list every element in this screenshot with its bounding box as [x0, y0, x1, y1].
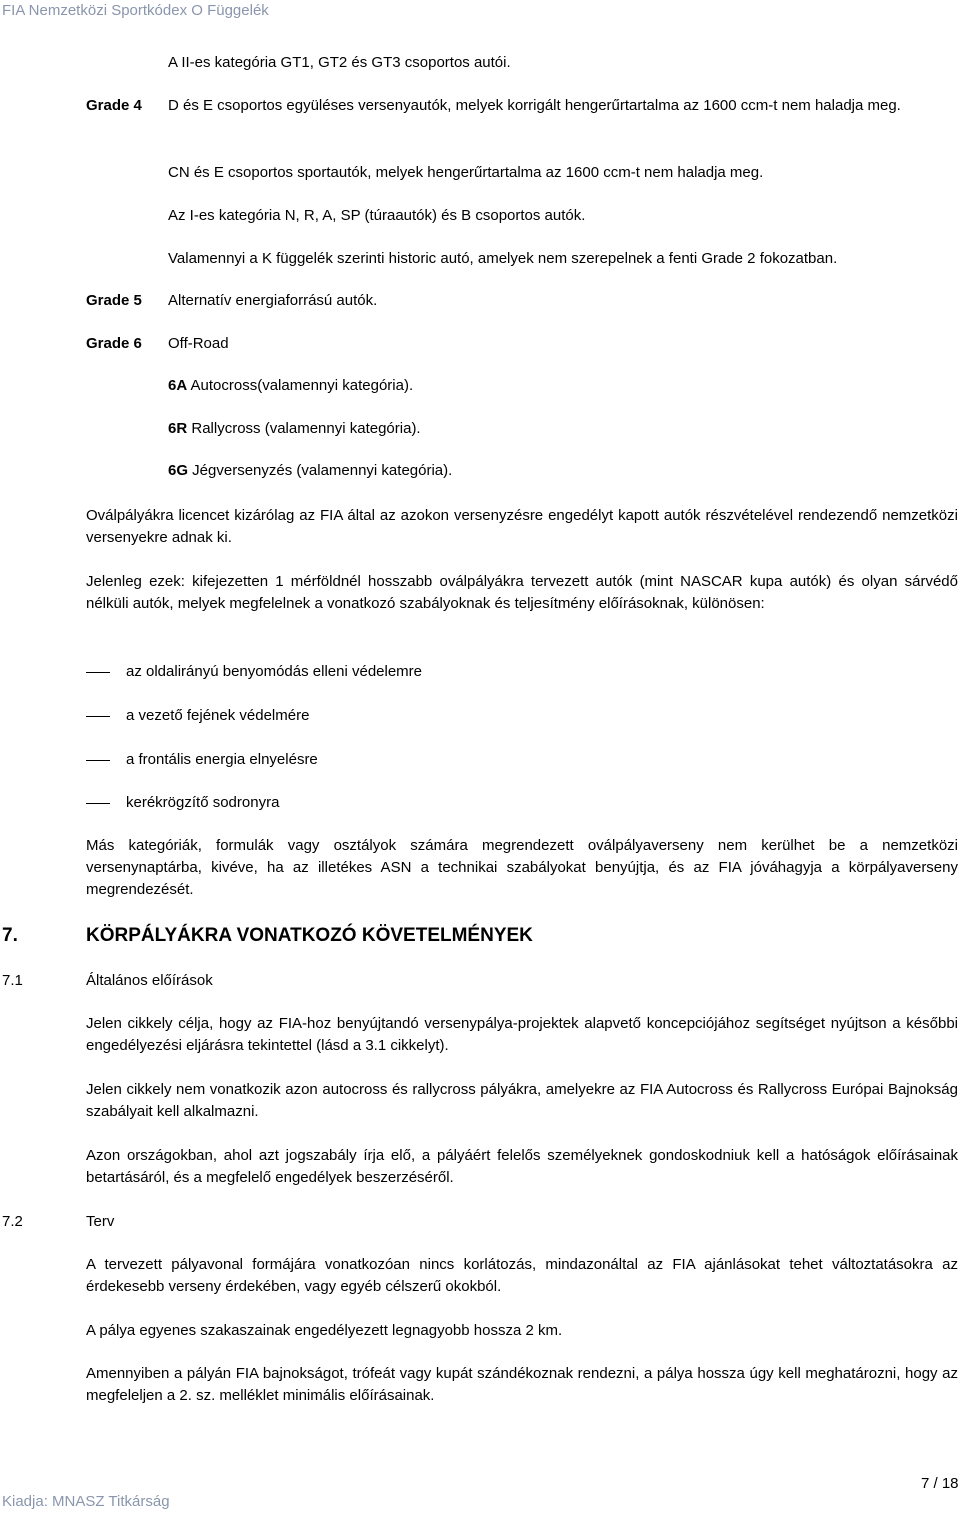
offroad-text: Autocross(valamennyi kategória).	[187, 377, 414, 394]
footer-issuer: Kiadja: MNASZ Titkárság	[2, 1493, 170, 1510]
grade-5-label: Grade 5	[86, 292, 142, 309]
s71-paragraph-3: Azon országokban, ahol azt jogszabály írja elő, a pályáért felelős személyeknek gondoskodniuk kell a hatóságok előírásainak betartásáról, és a megfelelő engedélyek beszerzéséről.	[86, 1147, 958, 1186]
bullet-dash	[86, 760, 110, 761]
grade-4-label: Grade 4	[86, 97, 142, 114]
grade-5-line: Alternatív energiaforrású autók.	[168, 292, 378, 309]
section-number: 7.	[2, 925, 18, 946]
s71-paragraph-1: Jelen cikkely célja, hogy az FIA-hoz benyújtandó versenypálya-projektek alapvető koncepciójához segítséget nyújtson a későbbi engedélyezési eljárásra tekintettel (lásd a 3.1 cikkelyt).	[86, 1015, 958, 1054]
grade-4-line-3: Az I-es kategória N, R, A, SP (túraautók) és B csoportos autók.	[168, 207, 586, 224]
subsection-title: Terv	[86, 1213, 115, 1230]
offroad-item	[168, 460, 452, 482]
oval-paragraph-2: Jelenleg ezek: kifejezetten 1 mérföldnél hosszabb oválpályákra tervezett autók (mint NASCAR kupa autók) és olyan sárvédő nélküli autók, melyek megfelelnek a vonatkozó szabályoknak és teljesítmény előírásoknak, különösen:	[86, 573, 958, 612]
subsection-number: 7.1	[2, 972, 23, 989]
bullet-dash	[86, 716, 110, 717]
bullet-item: az oldalirányú benyomódás elleni védelemre	[126, 663, 423, 680]
offroad-code: 6G	[168, 462, 189, 479]
oval-paragraph-3: Más kategóriák, formulák vagy osztályok számára megrendezett oválpályaverseny nem kerülhet be a nemzetközi versenynaptárba, kivéve, ha az illetékes ASN a technikai szabályokat benyújtja, és az FIA jóváhagyja a körpályaverseny megrendezését.	[86, 837, 958, 898]
bullet-item: a vezető fejének védelmére	[126, 707, 310, 724]
grade-4-line-4: Valamennyi a K függelék szerinti historic autó, amelyek nem szerepelnek a fenti Grade 2 fokozatban.	[168, 250, 838, 267]
bullet-item: kerékrögzítő sodronyra	[126, 794, 280, 811]
offroad-item	[168, 418, 421, 440]
offroad-item	[168, 375, 413, 397]
grade-6-line: Off-Road	[168, 335, 229, 352]
bullet-dash	[86, 672, 110, 673]
subsection-title: Általános előírások	[86, 972, 213, 989]
subsection-number: 7.2	[2, 1213, 23, 1230]
grade-4-line-1: D és E csoportos együléses versenyautók, melyek korrigált hengerűrtartalma az 1600 ccm-t nem haladja meg.	[168, 97, 901, 114]
s72-paragraph-3: Amennyiben a pályán FIA bajnokságot, trófeát vagy kupát szándékoznak rendezni, a pálya hossza úgy kell meghatározni, hogy az megfeleljen a 2. sz. melléklet minimális előírásainak.	[86, 1365, 958, 1404]
document-header: FIA Nemzetközi Sportkódex O Függelék	[2, 2, 269, 19]
offroad-text: Jégversenyzés (valamennyi kategória).	[188, 462, 453, 479]
offroad-code: 6R	[168, 420, 188, 437]
bullet-dash	[86, 803, 110, 804]
page-number: 7 / 18	[921, 1475, 959, 1492]
bullet-item: a frontális energia elnyelésre	[126, 751, 318, 768]
grade-6-label: Grade 6	[86, 335, 142, 352]
oval-paragraph-1: Oválpályákra licencet kizárólag az FIA által az azokon versenyzésre engedélyt kapott autók részvételével rendezendő nemzetközi versenyekre adnak ki.	[86, 507, 958, 546]
offroad-code: 6A	[168, 377, 188, 394]
grade-4-line-2: CN és E csoportos sportautók, melyek hengerűrtartalma az 1600 ccm-t nem haladja meg.	[168, 164, 764, 181]
s71-paragraph-2: Jelen cikkely nem vonatkozik azon autocross és rallycross pályákra, amelyekre az FIA Autocross és Rallycross Európai Bajnokság szabályait kell alkalmazni.	[86, 1081, 958, 1120]
s72-paragraph-1: A tervezett pályavonal formájára vonatkozóan nincs korlátozás, mindazonáltal az FIA ajánlásokat tehet változtatásokra az érdekesebb verseny érdekében, vagy egyéb célszerű okokból.	[86, 1256, 958, 1295]
offroad-text: Rallycross (valamennyi kategória).	[187, 420, 421, 437]
grade3-line: A II-es kategória GT1, GT2 és GT3 csoportos autói.	[168, 54, 511, 71]
s72-paragraph-2: A pálya egyenes szakaszainak engedélyezett legnagyobb hossza 2 km.	[86, 1322, 563, 1339]
section-title: KÖRPÁLYÁKRA VONATKOZÓ KÖVETELMÉNYEK	[86, 925, 533, 946]
